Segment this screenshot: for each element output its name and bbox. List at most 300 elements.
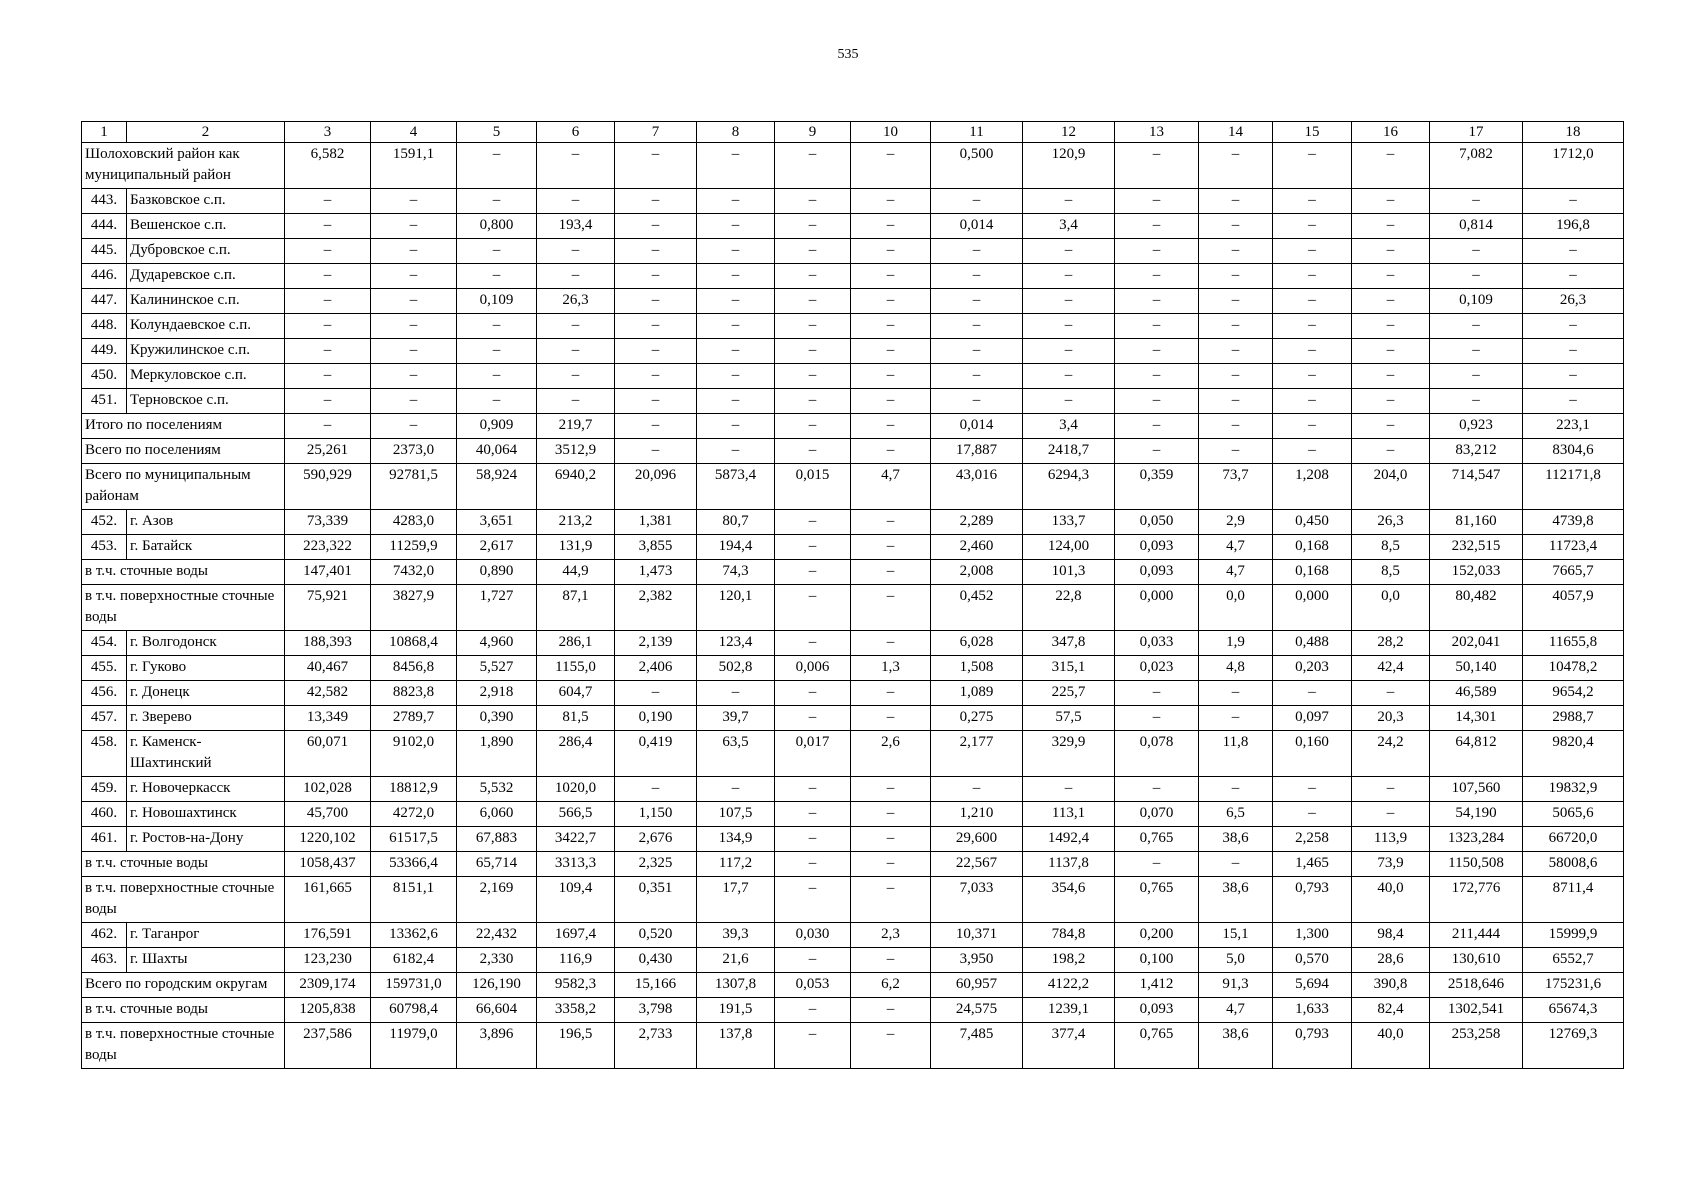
table-row xyxy=(82,998,1624,1023)
table-row xyxy=(82,439,1624,464)
value-cell: 2,139 xyxy=(615,631,697,656)
value-cell: – xyxy=(775,948,851,973)
value-cell: – xyxy=(1352,414,1430,439)
value-cell: 194,4 xyxy=(697,535,775,560)
value-cell: 6552,7 xyxy=(1523,948,1624,973)
value-cell: – xyxy=(697,777,775,802)
value-cell: 2373,0 xyxy=(371,439,457,464)
value-cell: – xyxy=(1352,214,1430,239)
row-label: Итого по поселениям xyxy=(82,414,285,439)
row-number: 457. xyxy=(82,706,127,731)
value-cell: – xyxy=(851,339,931,364)
row-label: Всего по городским округам xyxy=(82,973,285,998)
value-cell: 188,393 xyxy=(285,631,371,656)
value-cell: – xyxy=(1352,339,1430,364)
value-cell: – xyxy=(457,364,537,389)
table-row xyxy=(82,364,1624,389)
value-cell: – xyxy=(1199,189,1273,214)
value-cell: – xyxy=(697,339,775,364)
value-cell: 2,406 xyxy=(615,656,697,681)
value-cell: 19832,9 xyxy=(1523,777,1624,802)
value-cell: – xyxy=(457,314,537,339)
value-cell: – xyxy=(775,189,851,214)
value-cell: – xyxy=(1430,189,1523,214)
value-cell: – xyxy=(1430,339,1523,364)
table-row xyxy=(82,973,1624,998)
value-cell: 14,301 xyxy=(1430,706,1523,731)
value-cell: 13,349 xyxy=(285,706,371,731)
value-cell: – xyxy=(775,877,851,923)
value-cell: 5065,6 xyxy=(1523,802,1624,827)
value-cell: – xyxy=(697,289,775,314)
value-cell: 0,203 xyxy=(1273,656,1352,681)
value-cell: – xyxy=(1273,439,1352,464)
row-label: г. Батайск xyxy=(127,535,285,560)
row-label: Дударевское с.п. xyxy=(127,264,285,289)
value-cell: 1,727 xyxy=(457,585,537,631)
value-cell: 5,532 xyxy=(457,777,537,802)
value-cell: 0,890 xyxy=(457,560,537,585)
value-cell: – xyxy=(1199,214,1273,239)
value-cell: – xyxy=(1115,214,1199,239)
value-cell: – xyxy=(285,264,371,289)
value-cell: 0,765 xyxy=(1115,1023,1199,1069)
value-cell: 0,093 xyxy=(1115,535,1199,560)
value-cell: – xyxy=(775,339,851,364)
value-cell: 4272,0 xyxy=(371,802,457,827)
value-cell: 65674,3 xyxy=(1523,998,1624,1023)
value-cell: – xyxy=(537,143,615,189)
row-number: 460. xyxy=(82,802,127,827)
value-cell: 1302,541 xyxy=(1430,998,1523,1023)
value-cell: – xyxy=(1273,802,1352,827)
value-cell: – xyxy=(775,585,851,631)
value-cell: 53366,4 xyxy=(371,852,457,877)
value-cell: – xyxy=(775,560,851,585)
value-cell: – xyxy=(1023,389,1115,414)
value-cell: 15,166 xyxy=(615,973,697,998)
row-label: в т.ч. поверхностные сточные воды xyxy=(82,585,285,631)
table-row xyxy=(82,464,1624,510)
value-cell: – xyxy=(1023,314,1115,339)
value-cell: 4,7 xyxy=(851,464,931,510)
value-cell: – xyxy=(697,214,775,239)
value-cell: 1,089 xyxy=(931,681,1023,706)
value-cell: 75,921 xyxy=(285,585,371,631)
row-label: г. Волгодонск xyxy=(127,631,285,656)
value-cell: 28,6 xyxy=(1352,948,1430,973)
row-label: Всего по поселениям xyxy=(82,439,285,464)
page-number: 535 xyxy=(837,47,859,62)
table-row xyxy=(82,339,1624,364)
value-cell: 147,401 xyxy=(285,560,371,585)
value-cell: – xyxy=(285,339,371,364)
value-cell: – xyxy=(457,239,537,264)
value-cell: – xyxy=(1199,777,1273,802)
value-cell: 0,570 xyxy=(1273,948,1352,973)
value-cell: – xyxy=(1023,289,1115,314)
value-cell: 3827,9 xyxy=(371,585,457,631)
row-label: Шолоховский район как муниципальный район xyxy=(82,143,285,189)
row-number: 451. xyxy=(82,389,127,414)
value-cell: 4,7 xyxy=(1199,560,1273,585)
table-row xyxy=(82,239,1624,264)
value-cell: – xyxy=(371,264,457,289)
row-number: 444. xyxy=(82,214,127,239)
column-header: 13 xyxy=(1115,122,1199,143)
value-cell: 29,600 xyxy=(931,827,1023,852)
value-cell: – xyxy=(931,777,1023,802)
value-cell: 0,093 xyxy=(1115,560,1199,585)
row-number: 445. xyxy=(82,239,127,264)
value-cell: – xyxy=(371,289,457,314)
table-row xyxy=(82,510,1624,535)
value-cell: 0,200 xyxy=(1115,923,1199,948)
value-cell: – xyxy=(851,998,931,1023)
value-cell: – xyxy=(1115,389,1199,414)
value-cell: 286,1 xyxy=(537,631,615,656)
value-cell: 6,060 xyxy=(457,802,537,827)
value-cell: 0,033 xyxy=(1115,631,1199,656)
row-label: Меркуловское с.п. xyxy=(127,364,285,389)
value-cell: 63,5 xyxy=(697,731,775,777)
value-cell: 44,9 xyxy=(537,560,615,585)
value-cell: – xyxy=(1273,389,1352,414)
value-cell: 1697,4 xyxy=(537,923,615,948)
value-cell: 0,100 xyxy=(1115,948,1199,973)
value-cell: – xyxy=(1023,264,1115,289)
value-cell: 39,3 xyxy=(697,923,775,948)
value-cell: – xyxy=(1115,852,1199,877)
value-cell: 6,2 xyxy=(851,973,931,998)
value-cell: 0,814 xyxy=(1430,214,1523,239)
value-cell: 24,2 xyxy=(1352,731,1430,777)
value-cell: 2,617 xyxy=(457,535,537,560)
value-cell: – xyxy=(931,289,1023,314)
value-cell: – xyxy=(285,364,371,389)
value-cell: – xyxy=(851,314,931,339)
value-cell: 11979,0 xyxy=(371,1023,457,1069)
value-cell: – xyxy=(1199,289,1273,314)
value-cell: 193,4 xyxy=(537,214,615,239)
value-cell: – xyxy=(371,339,457,364)
value-cell: – xyxy=(931,314,1023,339)
value-cell: 10478,2 xyxy=(1523,656,1624,681)
row-number: 458. xyxy=(82,731,127,777)
value-cell: 113,9 xyxy=(1352,827,1430,852)
row-number: 446. xyxy=(82,264,127,289)
value-cell: – xyxy=(1115,264,1199,289)
value-cell: – xyxy=(1023,239,1115,264)
value-cell: 58008,6 xyxy=(1523,852,1624,877)
value-cell: 60,957 xyxy=(931,973,1023,998)
value-cell: 2309,174 xyxy=(285,973,371,998)
value-cell: – xyxy=(931,339,1023,364)
value-cell: 2418,7 xyxy=(1023,439,1115,464)
value-cell: – xyxy=(1199,314,1273,339)
value-cell: 1591,1 xyxy=(371,143,457,189)
value-cell: 0,765 xyxy=(1115,827,1199,852)
value-cell: – xyxy=(931,364,1023,389)
value-cell: 0,793 xyxy=(1273,1023,1352,1069)
value-cell: 0,168 xyxy=(1273,535,1352,560)
row-label: г. Каменск-Шахтинский xyxy=(127,731,285,777)
table-row xyxy=(82,535,1624,560)
value-cell: 223,322 xyxy=(285,535,371,560)
row-number: 443. xyxy=(82,189,127,214)
value-cell: – xyxy=(615,239,697,264)
value-cell: 120,9 xyxy=(1023,143,1115,189)
row-number: 454. xyxy=(82,631,127,656)
value-cell: 11655,8 xyxy=(1523,631,1624,656)
value-cell: 3,798 xyxy=(615,998,697,1023)
value-cell: – xyxy=(1430,239,1523,264)
value-cell: – xyxy=(1199,414,1273,439)
value-cell: 8151,1 xyxy=(371,877,457,923)
value-cell: 390,8 xyxy=(1352,973,1430,998)
row-number: 452. xyxy=(82,510,127,535)
row-label: г. Азов xyxy=(127,510,285,535)
value-cell: – xyxy=(851,560,931,585)
row-label: г. Новошахтинск xyxy=(127,802,285,827)
value-cell: 604,7 xyxy=(537,681,615,706)
row-number: 463. xyxy=(82,948,127,973)
row-label: г. Зверево xyxy=(127,706,285,731)
value-cell: – xyxy=(457,339,537,364)
row-number: 455. xyxy=(82,656,127,681)
value-cell: 9102,0 xyxy=(371,731,457,777)
value-cell: 0,093 xyxy=(1115,998,1199,1023)
value-cell: 43,016 xyxy=(931,464,1023,510)
value-cell: – xyxy=(851,706,931,731)
table-row xyxy=(82,923,1624,948)
value-cell: – xyxy=(1115,339,1199,364)
value-cell: 377,4 xyxy=(1023,1023,1115,1069)
value-cell: – xyxy=(697,189,775,214)
value-cell: 1,300 xyxy=(1273,923,1352,948)
value-cell: 22,8 xyxy=(1023,585,1115,631)
table-row xyxy=(82,802,1624,827)
value-cell: – xyxy=(1352,289,1430,314)
value-cell: 2,177 xyxy=(931,731,1023,777)
value-cell: 120,1 xyxy=(697,585,775,631)
value-cell: 1323,284 xyxy=(1430,827,1523,852)
value-cell: – xyxy=(775,439,851,464)
value-cell: – xyxy=(1199,706,1273,731)
header-row xyxy=(82,122,1624,143)
value-cell: 15,1 xyxy=(1199,923,1273,948)
value-cell: 172,776 xyxy=(1430,877,1523,923)
value-cell: – xyxy=(851,802,931,827)
value-cell: – xyxy=(285,214,371,239)
value-cell: 60,071 xyxy=(285,731,371,777)
value-cell: 40,0 xyxy=(1352,877,1430,923)
value-cell: – xyxy=(775,535,851,560)
value-cell: – xyxy=(615,189,697,214)
row-label: в т.ч. сточные воды xyxy=(82,560,285,585)
value-cell: – xyxy=(775,852,851,877)
value-cell: – xyxy=(1199,339,1273,364)
row-label: г. Таганрог xyxy=(127,923,285,948)
table-row xyxy=(82,877,1624,923)
value-cell: – xyxy=(1273,339,1352,364)
data-table xyxy=(81,121,1624,1069)
value-cell: 502,8 xyxy=(697,656,775,681)
value-cell: 134,9 xyxy=(697,827,775,852)
value-cell: – xyxy=(371,414,457,439)
value-cell: – xyxy=(1023,777,1115,802)
value-cell: 7,082 xyxy=(1430,143,1523,189)
value-cell: 109,4 xyxy=(537,877,615,923)
value-cell: 80,7 xyxy=(697,510,775,535)
value-cell: 13362,6 xyxy=(371,923,457,948)
value-cell: 113,1 xyxy=(1023,802,1115,827)
value-cell: – xyxy=(1273,777,1352,802)
value-cell: – xyxy=(1115,681,1199,706)
value-cell: 20,096 xyxy=(615,464,697,510)
row-label: в т.ч. поверхностные сточные воды xyxy=(82,1023,285,1069)
value-cell: 1,381 xyxy=(615,510,697,535)
value-cell: 112171,8 xyxy=(1523,464,1624,510)
value-cell: – xyxy=(931,264,1023,289)
value-cell: – xyxy=(615,289,697,314)
value-cell: – xyxy=(851,510,931,535)
value-cell: – xyxy=(1273,143,1352,189)
value-cell: – xyxy=(697,264,775,289)
value-cell: – xyxy=(371,364,457,389)
value-cell: 1155,0 xyxy=(537,656,615,681)
value-cell: 714,547 xyxy=(1430,464,1523,510)
value-cell: 3,4 xyxy=(1023,414,1115,439)
value-cell: – xyxy=(537,339,615,364)
value-cell: 1712,0 xyxy=(1523,143,1624,189)
column-header: 5 xyxy=(457,122,537,143)
value-cell: 11723,4 xyxy=(1523,535,1624,560)
value-cell: 1150,508 xyxy=(1430,852,1523,877)
value-cell: – xyxy=(1352,314,1430,339)
value-cell: 1,3 xyxy=(851,656,931,681)
value-cell: – xyxy=(615,339,697,364)
value-cell: 0,168 xyxy=(1273,560,1352,585)
value-cell: 2789,7 xyxy=(371,706,457,731)
value-cell: – xyxy=(371,239,457,264)
value-cell: 0,017 xyxy=(775,731,851,777)
value-cell: – xyxy=(537,189,615,214)
value-cell: 3512,9 xyxy=(537,439,615,464)
value-cell: 9820,4 xyxy=(1523,731,1624,777)
value-cell: 0,014 xyxy=(931,214,1023,239)
value-cell: – xyxy=(775,289,851,314)
value-cell: 22,567 xyxy=(931,852,1023,877)
value-cell: 315,1 xyxy=(1023,656,1115,681)
value-cell: 0,109 xyxy=(457,289,537,314)
value-cell: 0,053 xyxy=(775,973,851,998)
value-cell: 5,527 xyxy=(457,656,537,681)
value-cell: 5,694 xyxy=(1273,973,1352,998)
table-row xyxy=(82,706,1624,731)
value-cell: – xyxy=(615,143,697,189)
value-cell: 0,023 xyxy=(1115,656,1199,681)
value-cell: 133,7 xyxy=(1023,510,1115,535)
table-row xyxy=(82,389,1624,414)
value-cell: – xyxy=(1523,339,1624,364)
value-cell: 232,515 xyxy=(1430,535,1523,560)
value-cell: 0,430 xyxy=(615,948,697,973)
value-cell: 2,3 xyxy=(851,923,931,948)
table-row xyxy=(82,656,1624,681)
value-cell: 223,1 xyxy=(1523,414,1624,439)
value-cell: – xyxy=(1352,264,1430,289)
value-cell: 26,3 xyxy=(1523,289,1624,314)
value-cell: 3,4 xyxy=(1023,214,1115,239)
column-header: 8 xyxy=(697,122,775,143)
table-row xyxy=(82,414,1624,439)
value-cell: – xyxy=(851,289,931,314)
value-cell: – xyxy=(1023,364,1115,389)
value-cell: – xyxy=(285,239,371,264)
value-cell: 204,0 xyxy=(1352,464,1430,510)
value-cell: – xyxy=(697,239,775,264)
value-cell: 66720,0 xyxy=(1523,827,1624,852)
value-cell: 10,371 xyxy=(931,923,1023,948)
value-cell: 8711,4 xyxy=(1523,877,1624,923)
value-cell: – xyxy=(1115,439,1199,464)
value-cell: – xyxy=(1523,189,1624,214)
value-cell: – xyxy=(615,264,697,289)
value-cell: 8456,8 xyxy=(371,656,457,681)
value-cell: – xyxy=(1352,189,1430,214)
value-cell: 0,923 xyxy=(1430,414,1523,439)
value-cell: 137,8 xyxy=(697,1023,775,1069)
row-number: 453. xyxy=(82,535,127,560)
value-cell: – xyxy=(285,289,371,314)
value-cell: 98,4 xyxy=(1352,923,1430,948)
value-cell: 22,432 xyxy=(457,923,537,948)
value-cell: 0,488 xyxy=(1273,631,1352,656)
value-cell: 107,560 xyxy=(1430,777,1523,802)
value-cell: – xyxy=(851,239,931,264)
value-cell: – xyxy=(1430,264,1523,289)
value-cell: – xyxy=(697,681,775,706)
row-number: 449. xyxy=(82,339,127,364)
value-cell: 4739,8 xyxy=(1523,510,1624,535)
column-header: 12 xyxy=(1023,122,1115,143)
table-row xyxy=(82,143,1624,189)
value-cell: 253,258 xyxy=(1430,1023,1523,1069)
value-cell: – xyxy=(615,777,697,802)
row-label: Базковское с.п. xyxy=(127,189,285,214)
value-cell: 101,3 xyxy=(1023,560,1115,585)
value-cell: – xyxy=(1199,239,1273,264)
value-cell: 2518,646 xyxy=(1430,973,1523,998)
value-cell: 2,9 xyxy=(1199,510,1273,535)
value-cell: – xyxy=(931,189,1023,214)
value-cell: 64,812 xyxy=(1430,731,1523,777)
value-cell: 61517,5 xyxy=(371,827,457,852)
value-cell: 6940,2 xyxy=(537,464,615,510)
value-cell: – xyxy=(1273,314,1352,339)
value-cell: – xyxy=(1352,389,1430,414)
value-cell: 0,050 xyxy=(1115,510,1199,535)
value-cell: 196,5 xyxy=(537,1023,615,1069)
value-cell: 0,390 xyxy=(457,706,537,731)
column-header: 7 xyxy=(615,122,697,143)
value-cell: 3,896 xyxy=(457,1023,537,1069)
value-cell: – xyxy=(1023,339,1115,364)
value-cell: 38,6 xyxy=(1199,827,1273,852)
value-cell: – xyxy=(851,143,931,189)
value-cell: 4283,0 xyxy=(371,510,457,535)
